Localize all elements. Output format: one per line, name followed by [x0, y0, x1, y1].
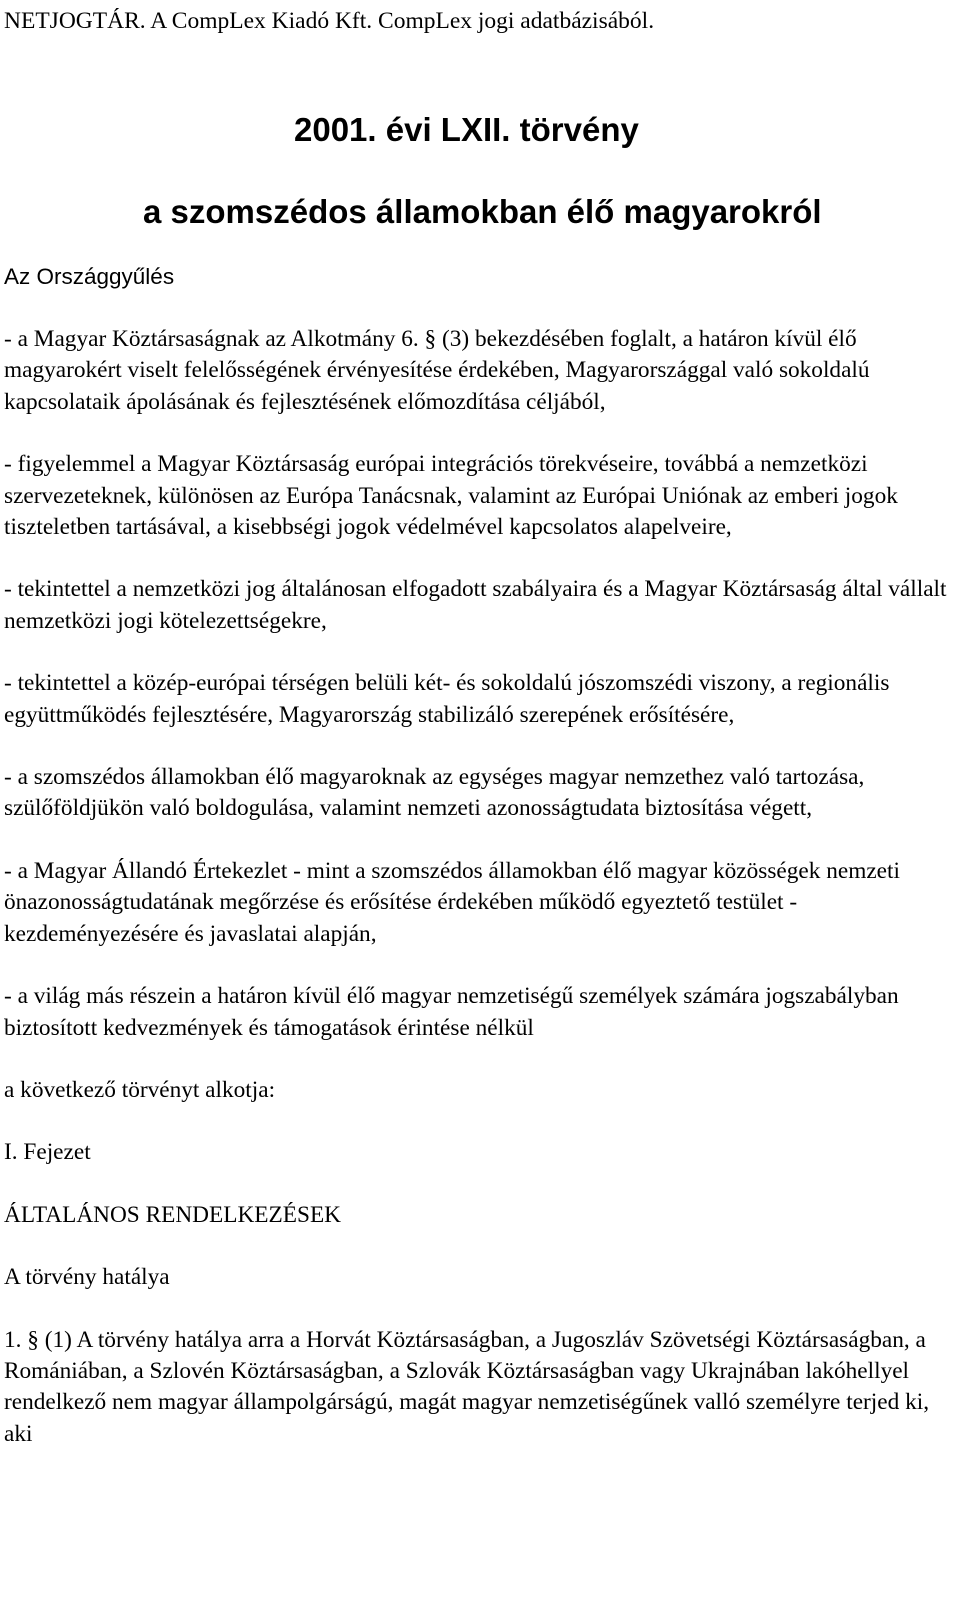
preamble-clause: - figyelemmel a Magyar Köztársaság európai integrációs törekvéseire, továbbá a nemzetközi szervezeteknek, különösen az Európa Tanácsnak, valamint az Európai Uniónak az emberi jogok tiszteletben tartásával, a kisebbségi jogok védelmével kapcsolatos alapelveire,: [4, 451, 898, 541]
source-header: NETJOGTÁR. A CompLex Kiadó Kft. CompLex jogi adatbázisából.: [4, 8, 655, 34]
law-subtitle: a szomszédos államokban élő magyarokról: [143, 193, 822, 230]
preamble-clause: - tekintettel a közép-európai térségen belüli két- és sokoldalú jószomszédi viszony, a regionális együttműködés fejlesztésére, Magyarország stabilizáló szerepének erősítésére,: [4, 670, 890, 728]
enactment-formula: a következő törvényt alkotja:: [4, 1076, 276, 1103]
section-1-paragraph: 1. § (1) A törvény hatálya arra a Horvát Köztársaságban, a Jugoszláv Szövetségi Köztársaságban, a Romániában, a Szlovén Köztársaságban, a Szlovák Köztársaságban vagy Ukrajnában lakóhellyel rendelkező nem magyar állampolgárságú, magát magyar nemzetiségűnek valló személyre terjed ki, aki: [4, 1326, 930, 1447]
document-body: [4, 324, 949, 1450]
chapter-title: ÁLTALÁNOS RENDELKEZÉSEK: [4, 1201, 341, 1228]
section-heading: A törvény hatálya: [4, 1264, 170, 1291]
preamble-clause: - a világ más részein a határon kívül élő magyar nemzetiségű személyek számára jogszabályban biztosított kedvezmények és támogatások érintése nélkül: [4, 983, 899, 1041]
issuer-line: Az Országgyűlés: [4, 264, 175, 289]
preamble-clause: - tekintettel a nemzetközi jog általánosan elfogadott szabályaira és a Magyar Köztársaság által vállalt nemzetközi jogi kötelezettségekre,: [4, 576, 947, 634]
preamble-clause: - a Magyar Köztársaságnak az Alkotmány 6. § (3) bekezdésében foglalt, a határon kívül élő magyarokért viselt felelősségének érvényesítése érdekében, Magyarországgal való sokoldalú kapcsolataik ápolásának és fejlesztésének előmozdítása céljából,: [4, 326, 870, 415]
preamble-clause: - a szomszédos államokban élő magyaroknak az egységes magyar nemzethez való tartozása, szülőföldjükön való boldogulása, valamint nemzeti azonosságtudata biztosítása végett,: [4, 764, 865, 822]
chapter-label: I. Fejezet: [4, 1139, 91, 1166]
law-title: 2001. évi LXII. törvény: [294, 111, 639, 148]
preamble-clause: - a Magyar Állandó Értekezlet - mint a szomszédos államokban élő magyar közösségek nemzeti önazonosságtudatának megőrzése és erősítése érdekében működő egyeztető testület - kezdeményezésére és javaslatai alapján,: [4, 857, 900, 947]
